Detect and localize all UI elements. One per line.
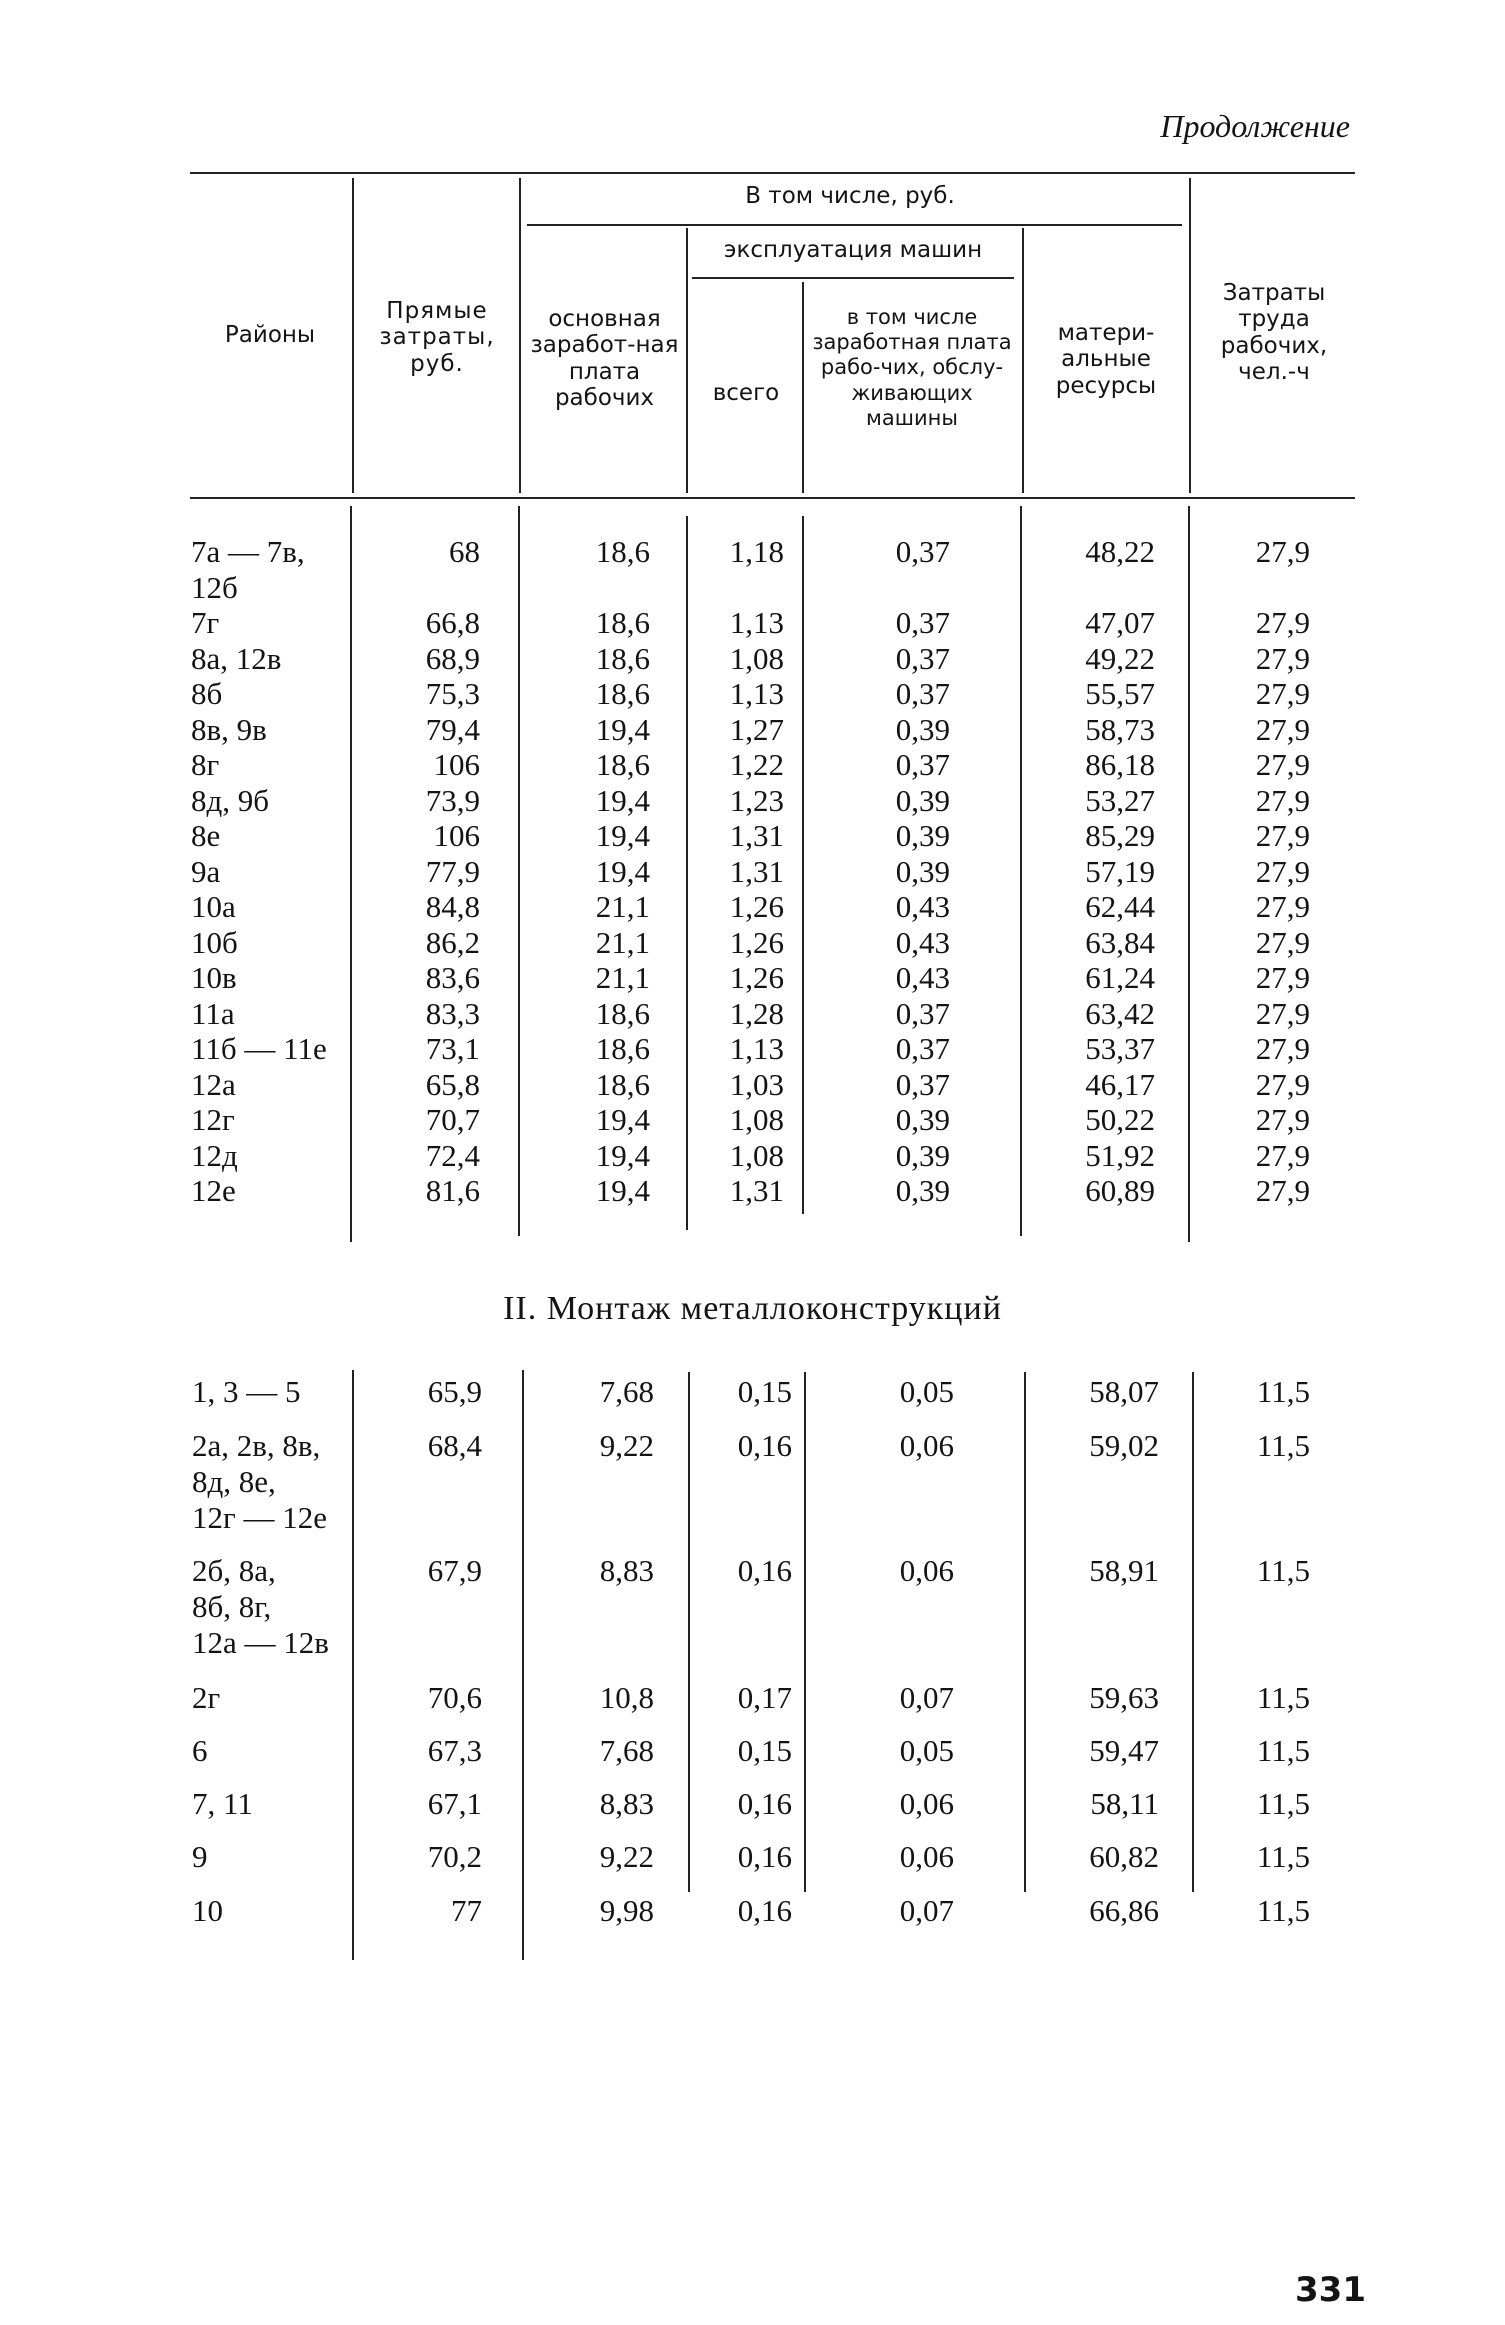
- section1-cell-materials: 48,22: [1085, 534, 1155, 569]
- section1-cell-labor: 27,9: [1255, 889, 1310, 924]
- including-underline: [527, 224, 1182, 226]
- section2-cell-mwage: 0,06: [899, 1428, 954, 1463]
- section2-cell-labor: 11,5: [1256, 1680, 1310, 1715]
- section1-spacer: [370, 570, 480, 606]
- section1-cell-total: 1,08: [729, 640, 784, 676]
- section1-cell-mwage: 0,39: [895, 711, 950, 747]
- section1-cell-region: 12е: [191, 1173, 236, 1208]
- section1-cell-labor: 27,9: [1255, 853, 1310, 889]
- section1-cell-labor: 27,9: [1255, 711, 1310, 747]
- section1-cell-wage: 19,4: [595, 711, 650, 747]
- col-header-machine-operation: эксплуатация машин: [723, 237, 983, 263]
- section1-cell-region: 12а: [191, 1066, 236, 1102]
- section2-cell-region: [192, 1893, 223, 1929]
- section2-cell-wage: 7,68: [599, 1733, 654, 1768]
- col-header-direct-costs: Прямые затраты, руб.: [379, 298, 495, 377]
- section2-region-line: 12а — 12в: [192, 1625, 329, 1660]
- col-header-materials: матери-альные ресурсы: [1055, 320, 1157, 399]
- section1-cell-mwage: 0,39: [895, 1173, 950, 1208]
- section1-cell-region: 7г: [191, 605, 220, 640]
- section2-cell-direct: 77: [451, 1893, 482, 1928]
- section1-cell-materials: 51,92: [1085, 1137, 1155, 1173]
- section1-cell-labor: 27,9: [1255, 960, 1310, 995]
- section2-cell-materials: 59,02: [1089, 1428, 1159, 1463]
- section1-cell-wage: 19,4: [595, 782, 650, 818]
- section1-cell-materials: 47,07: [1085, 605, 1155, 640]
- section2-cell-total: 0,16: [737, 1428, 792, 1463]
- section2-region-line: 2б, 8а,: [192, 1553, 276, 1588]
- body-vline: [802, 516, 804, 1214]
- section1-cell-region-cont: 12б: [191, 569, 238, 605]
- section2-cell-labor: 11,5: [1256, 1786, 1310, 1821]
- section1-cell-total: 1,26: [729, 960, 784, 995]
- section2-region-line: 6: [192, 1733, 208, 1768]
- section1-cell-region: 7а — 7в,: [191, 534, 305, 569]
- section1-cell-total: 1,22: [729, 747, 784, 782]
- header-bottom-rule: [190, 497, 1355, 499]
- header-vline: [686, 228, 688, 493]
- section1-cell-labor: 27,9: [1255, 1102, 1310, 1137]
- section1-cell-total: 1,26: [729, 889, 784, 924]
- section1-cell-wage: 21,1: [595, 924, 650, 960]
- section1-cell-mwage: 0,39: [895, 1137, 950, 1173]
- section2-region-line: 8б, 8г,: [192, 1589, 272, 1624]
- section1-cell-wage: 19,4: [595, 818, 650, 853]
- section1-cell-materials: 53,37: [1085, 1031, 1155, 1066]
- section2-cell-labor: 11,5: [1256, 1893, 1310, 1928]
- col-header-including: В том числе, руб.: [745, 183, 955, 209]
- section2-cell-wage: 9,98: [599, 1893, 654, 1928]
- section2-cell-mwage: 0,07: [899, 1893, 954, 1928]
- section2-cell-region: [192, 1374, 301, 1410]
- section2-cell-materials: 66,86: [1089, 1893, 1159, 1928]
- section2-cell-labor: 11,5: [1256, 1839, 1310, 1874]
- section1-cell-region: 12д: [191, 1137, 238, 1173]
- section1-cell-wage: 18,6: [595, 640, 650, 676]
- section1-cell-labor: 27,9: [1255, 534, 1310, 569]
- section1-spacer: [1035, 570, 1155, 606]
- continuation-note: Продолжение: [1160, 108, 1350, 144]
- section1-cell-region: 8г: [191, 747, 220, 782]
- page-number: 331: [1295, 2270, 1366, 2310]
- section1-cell-mwage: 0,39: [895, 818, 950, 853]
- section1-cell-materials: 63,84: [1085, 924, 1155, 960]
- section1-cell-labor: 27,9: [1255, 1066, 1310, 1102]
- section2-region-line: 2г: [192, 1680, 221, 1715]
- body-vline: [1188, 506, 1190, 1242]
- section1-cell-mwage: 0,43: [895, 960, 950, 995]
- section2-cell-total: 0,17: [737, 1680, 792, 1715]
- section1-cell-region: 10а: [191, 889, 236, 924]
- section1-cell-region: 9а: [191, 853, 221, 889]
- body-vline: [686, 516, 688, 1230]
- section1-cell-direct: 72,4: [425, 1137, 480, 1173]
- section1-cell-region: 8д, 9б: [191, 782, 270, 818]
- section2-cell-region: [192, 1680, 220, 1716]
- section1-cell-labor: 27,9: [1255, 782, 1310, 818]
- section1-cell-direct: 77,9: [425, 853, 480, 889]
- section2-cell-total: 0,16: [737, 1839, 792, 1874]
- section1-cell-region: 8б: [191, 676, 223, 711]
- section1-cell-mwage: 0,37: [895, 1066, 950, 1102]
- section1-cell-direct: 84,8: [425, 889, 480, 924]
- section1-cell-total: 1,23: [729, 782, 784, 818]
- body-vline: [688, 1372, 690, 1892]
- section2-region-line: 12г — 12е: [192, 1500, 327, 1535]
- section1-cell-total: 1,13: [729, 1031, 784, 1066]
- section2-region-line: 1, 3 — 5: [192, 1374, 301, 1409]
- section2-cell-labor: 11,5: [1256, 1733, 1310, 1768]
- section1-cell-direct: 106: [433, 818, 480, 853]
- section2-cell-region: [192, 1733, 208, 1769]
- section2-region-line: 8д, 8е,: [192, 1464, 276, 1499]
- section2-cell-materials: 59,63: [1089, 1680, 1159, 1715]
- section2-cell-mwage: 0,06: [899, 1839, 954, 1874]
- section1-cell-direct: 79,4: [425, 711, 480, 747]
- section2-cell-materials: 60,82: [1089, 1839, 1159, 1874]
- section2-cell-total: 0,15: [737, 1374, 792, 1409]
- body-vline: [804, 1372, 806, 1892]
- body-vline: [350, 506, 352, 1242]
- section2-cell-labor: 11,5: [1256, 1374, 1310, 1409]
- section1-cell-wage: 21,1: [595, 889, 650, 924]
- body-vline: [1192, 1372, 1194, 1892]
- section1-wage-column: [530, 534, 650, 1209]
- section1-cell-total: 1,13: [729, 605, 784, 640]
- section1-cell-labor: 27,9: [1255, 1173, 1310, 1208]
- section2-cell-mwage: 0,05: [899, 1733, 954, 1768]
- section2-cell-wage: 8,83: [599, 1786, 654, 1821]
- section1-total-column: [694, 534, 784, 1209]
- section1-cell-materials: 55,57: [1085, 676, 1155, 711]
- section1-cell-wage: 19,4: [595, 1102, 650, 1137]
- header-vline: [802, 282, 804, 493]
- section1-cell-direct: 83,3: [425, 995, 480, 1031]
- header-vline: [519, 178, 521, 493]
- section1-cell-direct: 70,7: [425, 1102, 480, 1137]
- col-header-regions: Районы: [224, 322, 316, 348]
- section2-cell-direct: 68,4: [427, 1428, 482, 1463]
- section1-cell-direct: 65,8: [425, 1066, 480, 1102]
- section1-cell-wage: 18,6: [595, 995, 650, 1031]
- section1-cell-region: 8а, 12в: [191, 640, 282, 676]
- section1-cell-region: 10б: [191, 924, 238, 960]
- section1-cell-materials: 58,73: [1085, 711, 1155, 747]
- section2-cell-total: 0,16: [737, 1786, 792, 1821]
- section1-cell-total: 1,31: [729, 818, 784, 853]
- section1-cell-mwage: 0,37: [895, 1031, 950, 1066]
- section1-cell-wage: 18,6: [595, 605, 650, 640]
- section1-cell-wage: 18,6: [595, 747, 650, 782]
- section1-cell-materials: 85,29: [1085, 818, 1155, 853]
- section2-region-line: 9: [192, 1839, 208, 1874]
- section2-cell-total: 0,15: [737, 1733, 792, 1768]
- body-vline: [518, 506, 520, 1236]
- section1-cell-mwage: 0,43: [895, 924, 950, 960]
- section2-region-line: 7, 11: [192, 1786, 253, 1821]
- section2-cell-region: [192, 1839, 208, 1875]
- section2-cell-wage: 8,83: [599, 1553, 654, 1588]
- body-vline: [1024, 1372, 1026, 1892]
- section2-cell-mwage: 0,06: [899, 1553, 954, 1588]
- section1-cell-direct: 73,9: [425, 782, 480, 818]
- section1-cell-direct: 86,2: [425, 924, 480, 960]
- section1-cell-region: 11а: [191, 995, 235, 1031]
- section1-cell-mwage: 0,37: [895, 640, 950, 676]
- section1-cell-mwage: 0,37: [895, 676, 950, 711]
- section2-cell-mwage: 0,07: [899, 1680, 954, 1715]
- section2-cell-total: 0,16: [737, 1893, 792, 1928]
- section2-cell-wage: 10,8: [599, 1680, 654, 1715]
- section1-spacer: [830, 570, 950, 606]
- section1-cell-total: 1,31: [729, 853, 784, 889]
- section2-cell-materials: 58,07: [1089, 1374, 1159, 1409]
- section1-mwage-column: [830, 534, 950, 1209]
- section2-cell-labor: 11,5: [1256, 1553, 1310, 1588]
- section2-cell-mwage: 0,06: [899, 1786, 954, 1821]
- section1-cell-direct: 68: [449, 534, 480, 569]
- section1-cell-materials: 57,19: [1085, 853, 1155, 889]
- section2-region-line: 2а, 2в, 8в,: [192, 1428, 321, 1463]
- section2-cell-direct: 67,9: [427, 1553, 482, 1588]
- section1-cell-region: 12г: [191, 1102, 235, 1137]
- section2-cell-direct: 67,1: [427, 1786, 482, 1821]
- section2-cell-wage: 9,22: [599, 1428, 654, 1463]
- section1-cell-region: 10в: [191, 960, 237, 995]
- top-rule: [190, 172, 1355, 174]
- section2-cell-region: [192, 1428, 327, 1536]
- section2-cell-direct: 70,6: [427, 1680, 482, 1715]
- header-vline: [352, 178, 354, 493]
- section1-cell-materials: 50,22: [1085, 1102, 1155, 1137]
- section1-cell-labor: 27,9: [1255, 605, 1310, 640]
- section1-spacer: [694, 570, 784, 606]
- section1-cell-mwage: 0,37: [895, 747, 950, 782]
- section1-cell-direct: 75,3: [425, 676, 480, 711]
- section1-cell-region: 11б — 11е: [191, 1031, 327, 1066]
- header-vline: [1189, 178, 1191, 493]
- section1-cell-total: 1,31: [729, 1173, 784, 1208]
- section1-materials-column: [1035, 534, 1155, 1209]
- machines-underline: [692, 277, 1014, 279]
- section2-cell-total: 0,16: [737, 1553, 792, 1588]
- section1-cell-materials: 86,18: [1085, 747, 1155, 782]
- section1-cell-total: 1,28: [729, 995, 784, 1031]
- section2-cell-wage: 7,68: [599, 1374, 654, 1409]
- col-header-incl-wage: в том числе заработная плата рабо-чих, обслу-живающих машины: [812, 305, 1012, 430]
- section1-cell-region: 8е: [191, 818, 221, 853]
- section1-spacer: [530, 570, 650, 606]
- col-header-labor: Затраты труда рабочих, чел.-ч: [1220, 280, 1328, 386]
- section1-cell-labor: 27,9: [1255, 1137, 1310, 1173]
- section1-cell-direct: 81,6: [425, 1173, 480, 1208]
- header-vline: [1022, 228, 1024, 493]
- section1-cell-materials: 61,24: [1085, 960, 1155, 995]
- section1-cell-materials: 63,42: [1085, 995, 1155, 1031]
- section1-cell-total: 1,03: [729, 1066, 784, 1102]
- section1-cell-wage: 19,4: [595, 1173, 650, 1208]
- section1-cell-wage: 19,4: [595, 1137, 650, 1173]
- section1-cell-direct: 83,6: [425, 960, 480, 995]
- section1-cell-wage: 18,6: [595, 676, 650, 711]
- section1-cell-region: 8в, 9в: [191, 711, 267, 747]
- section1-cell-direct: 106: [433, 747, 480, 782]
- section1-direct-column: [370, 534, 480, 1209]
- section2-title: II. Монтаж металлоконструкций: [503, 1290, 1002, 1327]
- section1-cell-mwage: 0,37: [895, 995, 950, 1031]
- section1-regions-column: [191, 534, 327, 1209]
- section1-cell-wage: 19,4: [595, 853, 650, 889]
- section2-cell-direct: 70,2: [427, 1839, 482, 1874]
- section1-cell-mwage: 0,37: [895, 605, 950, 640]
- section1-cell-materials: 53,27: [1085, 782, 1155, 818]
- col-header-base-wage: основная заработ-ная плата рабочих: [530, 306, 679, 412]
- body-vline: [1020, 506, 1022, 1236]
- section2-cell-materials: 58,91: [1089, 1553, 1159, 1588]
- section1-labor-column: [1200, 534, 1310, 1209]
- section1-cell-total: 1,27: [729, 711, 784, 747]
- body-vline: [522, 1370, 524, 1960]
- section1-cell-labor: 27,9: [1255, 995, 1310, 1031]
- section1-cell-total: 1,08: [729, 1137, 784, 1173]
- section1-cell-materials: 62,44: [1085, 889, 1155, 924]
- section1-cell-total: 1,08: [729, 1102, 784, 1137]
- section2-cell-mwage: 0,05: [899, 1374, 954, 1409]
- section1-cell-materials: 60,89: [1085, 1173, 1155, 1208]
- section2-cell-region: [192, 1786, 253, 1822]
- section1-cell-wage: 18,6: [595, 1031, 650, 1066]
- section1-cell-direct: 68,9: [425, 640, 480, 676]
- section1-cell-materials: 49,22: [1085, 640, 1155, 676]
- section1-cell-materials: 46,17: [1085, 1066, 1155, 1102]
- section2-cell-materials: 58,11: [1090, 1786, 1159, 1821]
- section1-cell-wage: 21,1: [595, 960, 650, 995]
- section1-cell-labor: 27,9: [1255, 640, 1310, 676]
- section1-cell-labor: 27,9: [1255, 676, 1310, 711]
- section1-cell-mwage: 0,39: [895, 853, 950, 889]
- section1-cell-labor: 27,9: [1255, 924, 1310, 960]
- section2-region-line: 10: [192, 1893, 223, 1928]
- section1-cell-total: 1,13: [729, 676, 784, 711]
- section2-cell-direct: 65,9: [427, 1374, 482, 1409]
- col-header-total: всего: [712, 380, 780, 406]
- section2-cell-direct: 67,3: [427, 1733, 482, 1768]
- section2-cell-region: [192, 1553, 329, 1661]
- section1-cell-wage: 18,6: [595, 1066, 650, 1102]
- section1-cell-direct: 73,1: [425, 1031, 480, 1066]
- section1-cell-total: 1,26: [729, 924, 784, 960]
- section1-cell-mwage: 0,37: [895, 534, 950, 569]
- section1-cell-mwage: 0,39: [895, 782, 950, 818]
- body-vline: [352, 1370, 354, 1960]
- section1-cell-mwage: 0,39: [895, 1102, 950, 1137]
- section2-cell-labor: 11,5: [1256, 1428, 1310, 1463]
- section1-cell-mwage: 0,43: [895, 889, 950, 924]
- section2-cell-materials: 59,47: [1089, 1733, 1159, 1768]
- section1-spacer: [1200, 570, 1310, 606]
- section1-cell-labor: 27,9: [1255, 747, 1310, 782]
- section2-cell-wage: 9,22: [599, 1839, 654, 1874]
- section1-cell-wage: 18,6: [595, 534, 650, 569]
- section1-cell-labor: 27,9: [1255, 818, 1310, 853]
- section1-cell-labor: 27,9: [1255, 1031, 1310, 1066]
- section1-cell-direct: 66,8: [425, 605, 480, 640]
- section1-cell-total: 1,18: [729, 534, 784, 569]
